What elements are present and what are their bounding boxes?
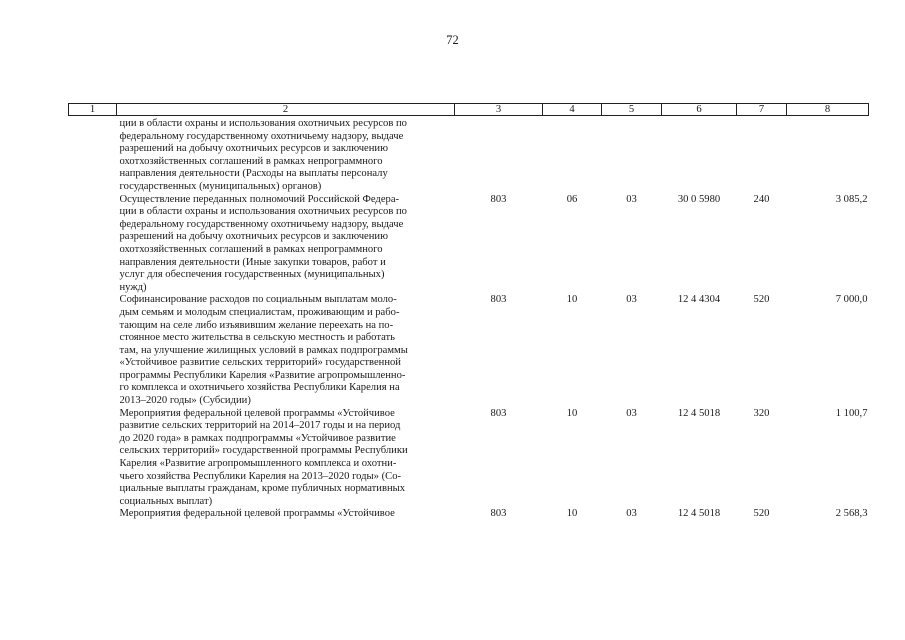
column-header-7: 7 [737, 104, 787, 116]
cell-col4: 10 [566, 407, 578, 419]
description-line: тающим на селе либо изъявившим желание переехать на по- [119, 319, 394, 331]
cell-description [117, 294, 455, 407]
cell-col6: 12 4 5018 [677, 407, 721, 419]
description-line: циальные выплаты гражданам, кроме публичных нормативных [119, 483, 406, 495]
cell-col1 [69, 408, 117, 509]
cell-col6: 30 0 5980 [677, 193, 721, 205]
description-line: ции в области охраны и использования охотничьих ресурсов по [119, 118, 407, 129]
description-line: чьего хозяйства Республики Карелия на 2013–2020 годы» (Со- [119, 470, 402, 482]
cell-col3: 803 [490, 193, 507, 205]
table-row [69, 408, 869, 509]
cell-col4: 10 [566, 294, 578, 306]
cell-col8: 3 085,2 [835, 193, 868, 205]
column-header-5: 5 [602, 104, 662, 116]
column-header-4: 4 [543, 104, 602, 116]
cell-col6: 12 4 5018 [677, 508, 721, 520]
cell-col6: 12 4 4304 [677, 294, 721, 306]
cell-col5: 03 [626, 294, 637, 306]
description-line: государственных (муниципальных) органов) [119, 180, 322, 192]
cell-col7: 240 [753, 193, 770, 205]
cell-col5 [602, 116, 662, 194]
description-line: го комплекса и охотничьего хозяйства Республики Карелия на [119, 382, 400, 394]
description-line: охотхозяйственных соглашений в рамках непрограммного [119, 155, 383, 167]
table-header-row [69, 104, 869, 116]
description-line: Мероприятия федеральной целевой программы «Устойчивое [119, 407, 395, 419]
cell-col1 [69, 508, 117, 521]
cell-description [117, 508, 455, 521]
column-header-3: 3 [455, 104, 543, 116]
column-header-6: 6 [662, 104, 737, 116]
description-line: Софинансирование расходов по социальным выплатам моло- [119, 294, 397, 306]
description-line: разрешений на добычу охотничьих ресурсов и заключению [119, 231, 389, 243]
description-line: развитие сельских территорий на 2014–2017 годы и на период [119, 420, 401, 432]
description-line: нужд) [119, 281, 147, 293]
description-line: до 2020 года» в рамках подпрограммы «Устойчивое развитие [119, 432, 396, 444]
cell-col8 [787, 116, 869, 194]
cell-col3 [455, 116, 543, 194]
description-line: программы Республики Карелия «Развитие агропромышленно- [119, 369, 406, 381]
cell-col5: 03 [626, 407, 637, 419]
table-row [69, 294, 869, 407]
cell-description [117, 408, 455, 509]
description-line: услуг для обеспечения государственных (муниципальных) [119, 269, 385, 281]
page-number: 72 [446, 33, 459, 47]
cell-col4: 06 [566, 193, 578, 205]
description-line: федеральному государственному охотничьему надзору, выдаче [119, 218, 404, 230]
column-header-1: 1 [69, 104, 117, 116]
cell-col8: 1 100,7 [835, 407, 868, 419]
cell-col3: 803 [490, 294, 507, 306]
description-line: стоянное место жительства в сельскую местность и работать [119, 332, 395, 344]
cell-col7: 520 [753, 294, 770, 306]
cell-col1 [69, 116, 117, 194]
budget-table [68, 103, 869, 521]
cell-col1 [69, 294, 117, 407]
cell-description [117, 116, 455, 194]
description-line: направления деятельности (Иные закупки товаров, работ и [119, 256, 386, 268]
table-row [69, 508, 869, 521]
table-row [69, 194, 869, 295]
description-line: ции в области охраны и использования охотничьих ресурсов по [119, 206, 407, 218]
cell-col4: 10 [566, 508, 578, 520]
column-header-2: 2 [117, 104, 455, 116]
description-line: там, на улучшение жилищных условий в рамках подпрограммы [119, 344, 408, 356]
description-line: 2013–2020 годы» (Субсидии) [119, 395, 251, 407]
description-line: разрешений на добычу охотничьих ресурсов и заключению [119, 143, 389, 155]
cell-col6 [662, 116, 737, 194]
description-line: Мероприятия федеральной целевой программы «Устойчивое [119, 508, 395, 520]
cell-col8: 7 000,0 [835, 294, 868, 306]
cell-col5: 03 [626, 193, 637, 205]
description-line: сельских территорий» государственной программы Республики [119, 445, 408, 457]
description-line: федеральному государственному охотничьему надзору, выдаче [119, 130, 404, 142]
description-line: направления деятельности (Расходы на выплаты персоналу [119, 168, 388, 180]
description-line: Осуществление переданных полномочий Российской Федера- [119, 193, 400, 205]
cell-col7 [737, 116, 787, 194]
cell-col3: 803 [490, 407, 507, 419]
cell-col4 [543, 116, 602, 194]
cell-col1 [69, 194, 117, 295]
cell-col7: 320 [753, 407, 770, 419]
description-line: социальных выплат) [119, 495, 213, 507]
column-header-8: 8 [787, 104, 869, 116]
cell-description [117, 194, 455, 295]
cell-col7: 520 [753, 508, 770, 520]
cell-col8: 2 568,3 [835, 508, 868, 520]
cell-col5: 03 [626, 508, 637, 520]
cell-col3: 803 [490, 508, 507, 520]
description-line: «Устойчивое развитие сельских территорий» государственной [119, 357, 401, 369]
description-line: охотхозяйственных соглашений в рамках непрограммного [119, 243, 383, 255]
description-line: дым семьям и молодым специалистам, проживающим и рабо- [119, 306, 400, 318]
description-line: Карелия «Развитие агропромышленного комплекса и охотни- [119, 458, 397, 470]
table-row [69, 116, 869, 194]
